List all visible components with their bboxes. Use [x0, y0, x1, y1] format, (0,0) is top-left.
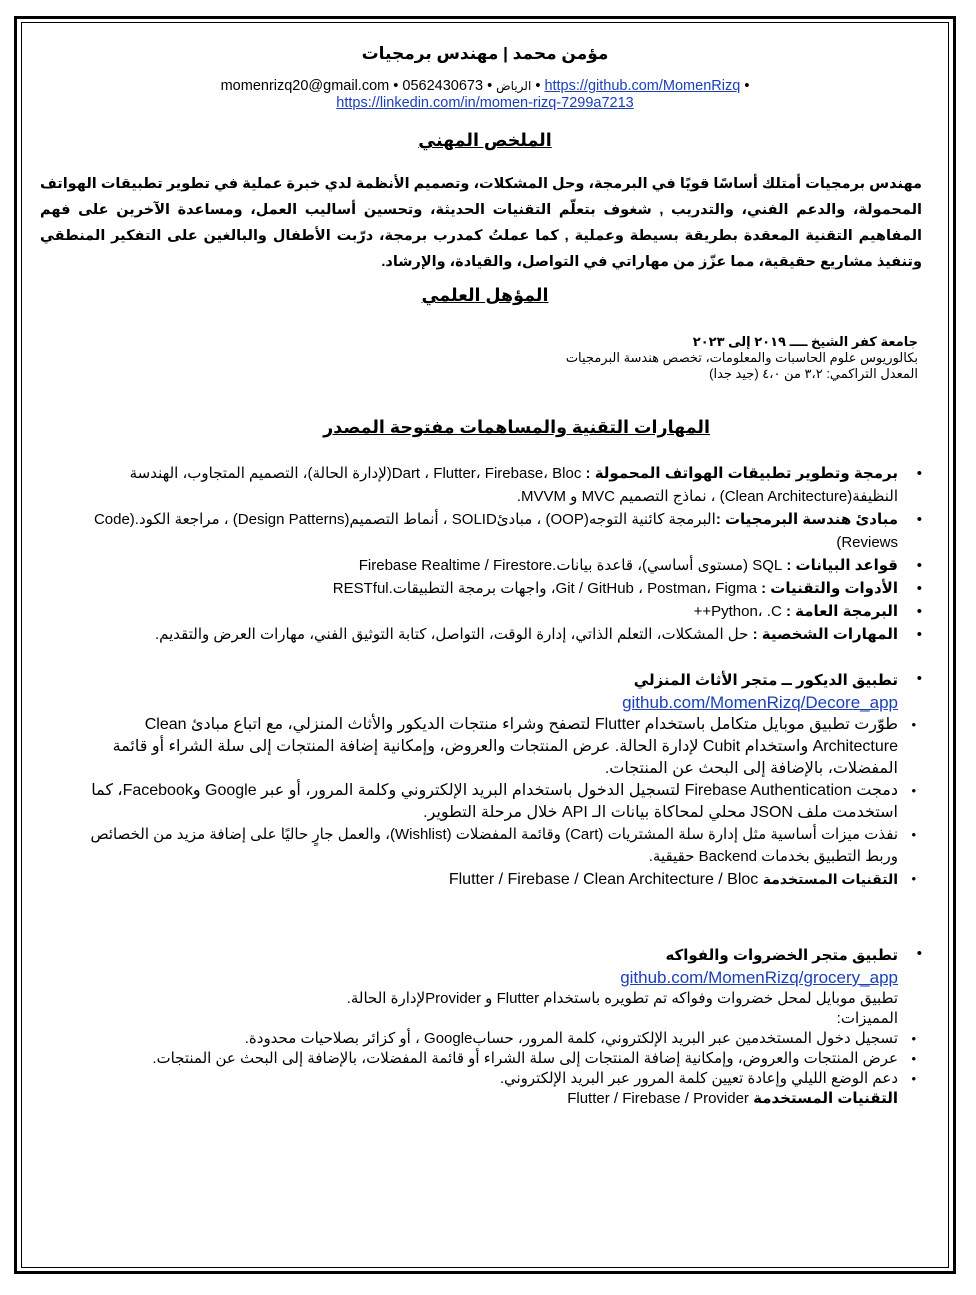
skill-mobile: • برمجة وتطوير تطبيقات الهواتف المحمولة : Dart ، Flutter، Firebase، Bloc(لإدارة الحالة)، التصميم المتجاوب، الهندسة النظيفة(Clean Architecture) ، نماذج التصميم MVC و MVVM.: [30, 462, 940, 508]
skill-programming: • البرمجة العامة : Python، .C++: [30, 600, 940, 623]
project-grocery: [30, 945, 940, 1109]
resume-document: [30, 30, 940, 1109]
contact-info: momenrizq20@gmail.com • 0562430673 • الرياض • https://github.com/MomenRizq • https://linkedin.com/in/momen-rizq-7299a7213: [220, 78, 750, 111]
list-item: • طوّرت تطبيق موبايل متكامل باستخدام Flutter لتصفح وشراء منتجات الديكور والأثاث المنزلي، مع اتباع مبادئ Clean Architecture واستخدام Cubit لإدارة الحالة. عرض المنتجات والعروض، وإمكانية إضافة المنتجات إلى سلة الشراء أو قائمة المفضلات، بالإضافة إلى البحث عن المنتجات.: [40, 714, 928, 780]
linkedin-link[interactable]: https://linkedin.com/in/momen-rizq-7299a7213: [336, 95, 634, 111]
summary-text: مهندس برمجيات أمتلك أساسًا قويًا في البرمجة، وحل المشكلات، وتصميم الأنظمة لدي خبرة عملية في تطوير تطبيقات الهواتف المحمولة، والدعم الفني، والتدريب , شغوف بتعلّم التقنيات الحديثة، وتحسين أساليب العمل، ومساعدة الآخرين على فهم المفاهيم التقنية المعقدة بطريقة بسيطة وعملية , كما عملتُ كمدرب برمجة، درّبت الأطفال والبالغين على التفكير المنطقي وتنفيذ مشاريع حقيقية، مما عزّز من مهاراتي في التواصل، والقيادة، والإرشاد.: [40, 176, 922, 270]
project-link[interactable]: github.com/MomenRizq/Decore_app: [622, 693, 898, 712]
project-link[interactable]: github.com/MomenRizq/grocery_app: [620, 968, 898, 987]
summary-heading: الملخص المهني: [418, 130, 552, 150]
skill-databases: • قواعد البيانات : SQL (مستوى أساسي)، قاعدة بيانات.Firebase Realtime / Firestore: [30, 554, 940, 577]
project-title: • تطبيق الديكور ــ متجر الأثاث المنزلي: [633, 672, 898, 689]
list-item: • دمجت Firebase Authentication لتسجيل الدخول باستخدام البريد الإلكتروني وكلمة المرور، أو عبر Google وFacebook، كما استخدمت ملف JSON محلي لمحاكاة بيانات الـ API خلال مرحلة التطوير.: [40, 780, 928, 824]
tech-line: التقنيات المستخدمة Flutter / Firebase / Provider: [567, 1090, 898, 1107]
degree: بكالوريوس علوم الحاسبات والمعلومات، تخصص هندسة البرمجيات: [565, 350, 918, 365]
project-title: • تطبيق متجر الخضروات والفواكه: [665, 947, 898, 964]
email[interactable]: momenrizq20@gmail.com: [220, 78, 390, 94]
project-description: تطبيق موبايل لمحل خضروات وفواكه تم تطويره باستخدام Flutter و Providerلإدارة الحالة.: [346, 990, 898, 1007]
features-label: المميزات:: [836, 1010, 898, 1027]
name-title-line: مؤمن محمد | مهندس برمجيات: [361, 44, 609, 63]
skill-soft: • المهارات الشخصية : حل المشكلات، التعلم الذاتي، إدارة الوقت، التواصل، كتابة التوثيق الفني، مهارات العرض والتقديم.: [30, 623, 940, 646]
gpa: المعدل التراكمي: ٣،٢ من ٤،٠ (جيد جدا): [709, 366, 918, 381]
job-title: مهندس برمجيات: [361, 44, 499, 63]
list-item: • عرض المنتجات والعروض، وإمكانية إضافة المنتجات إلى سلة الشراء أو قائمة المفضلات، بالإضافة إلى البحث عن المنتجات.: [40, 1049, 928, 1069]
project-decore: [30, 670, 940, 891]
skills-list: [30, 462, 940, 646]
university: جامعة كفر الشيخ ــــ ٢٠١٩ إلى ٢٠٢٣: [692, 334, 918, 349]
full-name: مؤمن محمد: [512, 44, 609, 63]
skill-software-engineering: • مبادئ هندسة البرمجيات :البرمجة كائنية التوجه(OOP) ، مبادئSOLID ، أنماط التصميم(Design Patterns) ، مراجعة الكود.(Code Reviews): [30, 508, 940, 554]
education-heading: المؤهل العلمي: [421, 285, 549, 305]
skill-tools: • الأدوات والتقنيات : Git / GitHub ، Postman، Figma، واجهات برمجة التطبيقات.RESTful: [30, 577, 940, 600]
education-block: [30, 334, 940, 382]
list-item: • تسجيل دخول المستخدمين عبر البريد الإلكتروني، كلمة المرور، حسابGoogle ، أو كزائر بصلاحيات محدودة.: [40, 1029, 928, 1049]
github-link[interactable]: https://github.com/MomenRizq: [544, 78, 741, 94]
list-item: • دعم الوضع الليلي وإعادة تعيين كلمة المرور عبر البريد الإلكتروني.: [40, 1069, 928, 1089]
skills-heading: المهارات التقنية والمساهمات مفتوحة المصدر: [323, 417, 710, 437]
list-item: • نفذت ميزات أساسية مثل إدارة سلة المشتريات (Cart) وقائمة المفضلات (Wishlist)، والعمل جارٍ حاليًا على إضافة مزيد من الخصائص وربط التطبيق بخدمات Backend حقيقية.: [40, 824, 928, 868]
city: الرياض: [496, 79, 532, 93]
phone: 0562430673: [402, 78, 484, 94]
project-bullets: [40, 1029, 928, 1089]
list-item: • التقنيات المستخدمة Flutter / Firebase / Clean Architecture / Bloc: [40, 868, 928, 891]
project-bullets: [40, 714, 928, 891]
